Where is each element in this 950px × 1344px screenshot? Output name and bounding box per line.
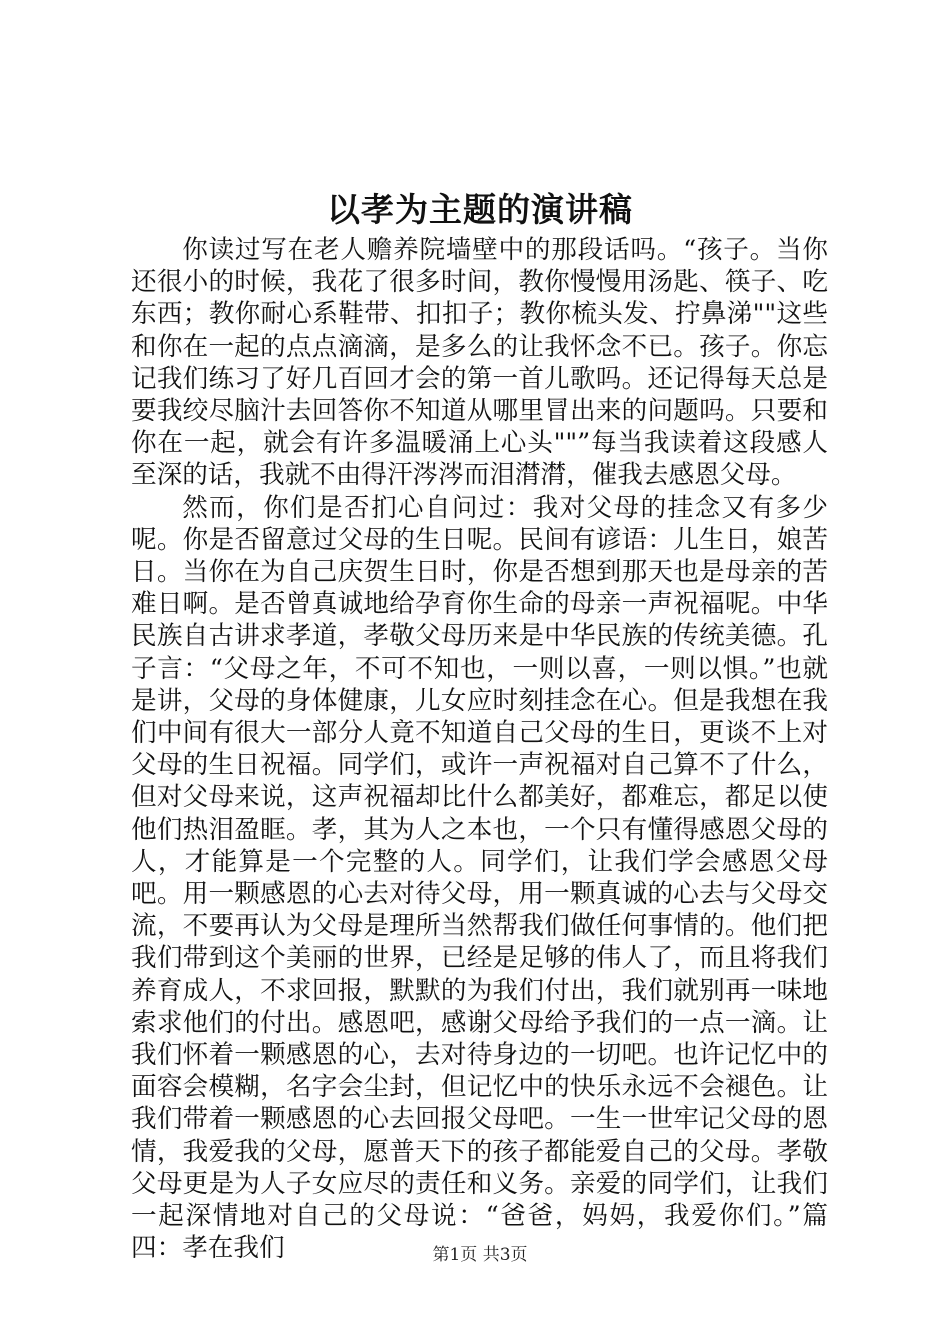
paragraph-gratitude-parents: 然而，你们是否扪心自问过：我对父母的挂念又有多少呢。你是否留意过父母的生日呢。民间有谚语：儿生日，娘苦日。当你在为自己庆贺生日时，你是否想到那天也是母亲的苦难日啊。是否曾真诚地给孕育你生命的母亲一声祝福呢。中华民族自古讲求孝道，孝敬父母历来是中华民族的传统美德。孔子言：“父母之年，不可不知也，一则以喜，一则以惧。”也就是讲，父母的身体健康，儿女应时刻挂念在心。但是我想在我们中间有很大一部分人竟不知道自己父母的生日，更谈不上对父母的生日祝福。同学们，或许一声祝福对自己算不了什么，但对父母来说，这声祝福却比什么都美好，都难忘，都足以使他们热泪盈眶。孝，其为人之本也，一个只有懂得感恩父母的人，才能算是一个完整的人。同学们，让我们学会感恩父母吧。用一颗感恩的心去对待父母，用一颗真诚的心去与父母交流，不要再认为父母是理所当然帮我们做任何事情的。他们把我们带到这个美丽的世界，已经是足够的伟人了，而且将我们养育成人，不求回报，默默的为我们付出，我们就别再一味地索求他们的付出。感恩吧，感谢父母给予我们的一点一滴。让我们怀着一颗感恩的心，去对待身边的一切吧。也许记忆中的面容会模糊，名字会尘封，但记忆中的快乐永远不会褪色。让我们带着一颗感恩的心去回报父母吧。一生一世牢记父母的恩情，我爱我的父母，愿普天下的孩子都能爱自己的父母。孝敬父母更是为人子女应尽的责任和义务。亲爱的同学们，让我们一起深情地对自己的父母说：“爸爸，妈妈，我爱你们。”篇四：孝在我们 xyxy=(131,492,828,1264)
page-number-footer: 第1页 共3页 xyxy=(432,1245,528,1265)
document-body xyxy=(131,234,828,1265)
paragraph-intro-quote: 你读过写在老人赡养院墙壁中的那段话吗。“孩子。当你还很小的时候，我花了很多时间，教你慢慢用汤匙、筷子、吃东西；教你耐心系鞋带、扣扣子；教你梳头发、拧鼻涕""这些和你在一起的点点滴滴，是多么的让我怀念不已。孩子。你忘记我们练习了好几百回才会的第一首儿歌吗。还记得每天总是要我绞尽脑汁去回答你不知道从哪里冒出来的问题吗。只要和你在一起，就会有许多温暖涌上心头""”每当我读着这段感人至深的话，我就不由得汗涔涔而泪潸潸，催我去感恩父母。 xyxy=(131,235,828,491)
document-title: 以孝为主题的演讲稿 xyxy=(327,190,633,229)
